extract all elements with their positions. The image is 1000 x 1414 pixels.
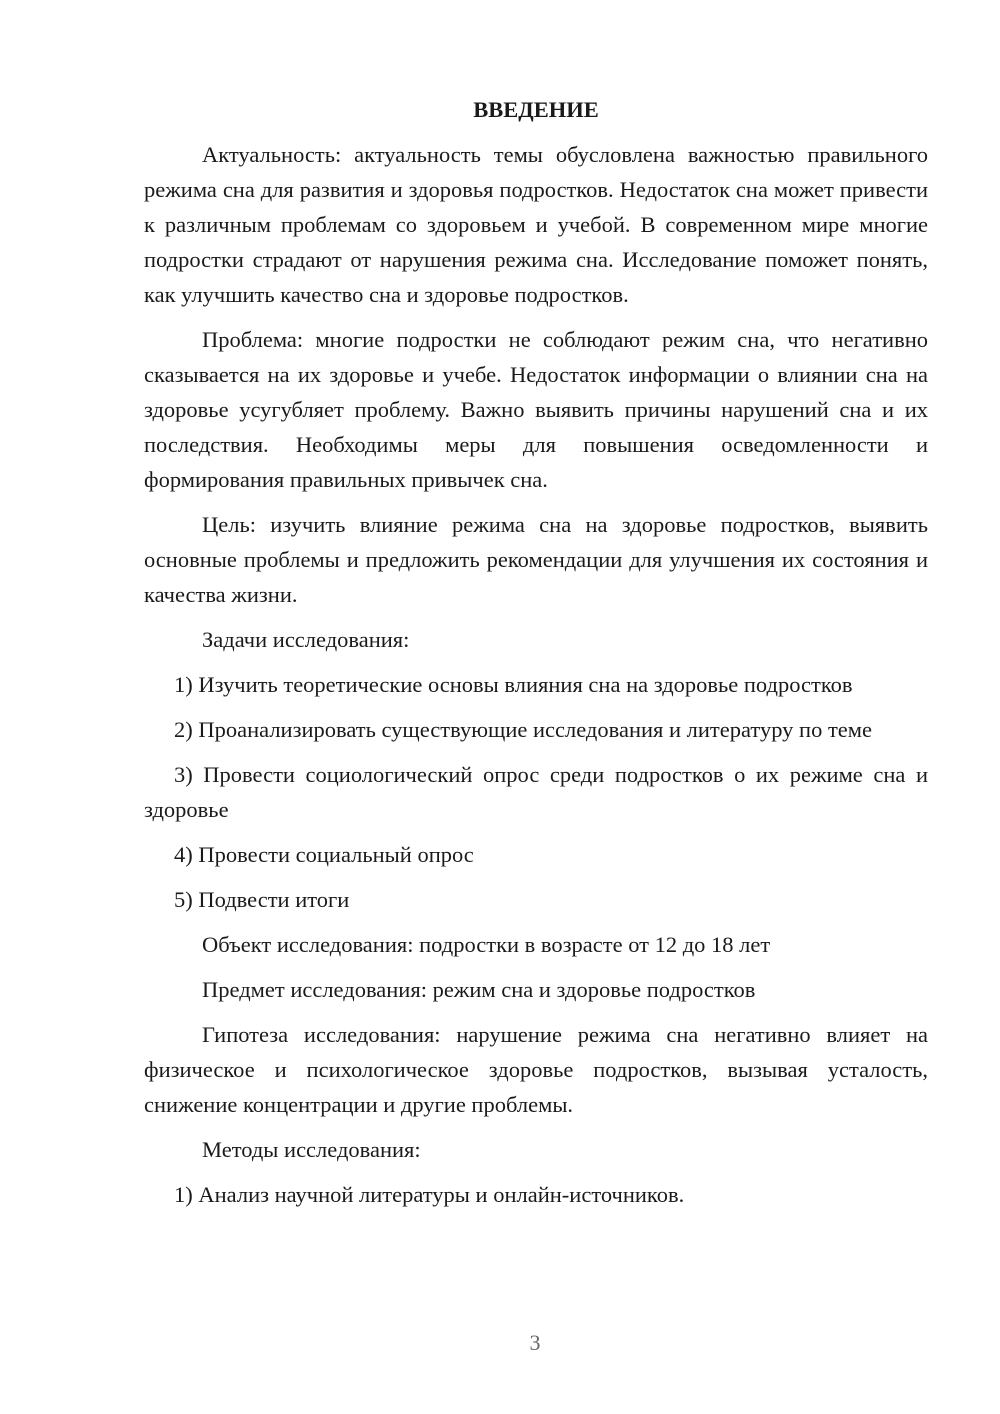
task-item-2: 2) Проанализировать существующие исследования и литературу по теме — [174, 717, 872, 742]
tasks-heading: Задачи исследования: — [202, 627, 410, 652]
problem-paragraph: Проблема: многие подростки не соблюдают режим сна, что негативно сказывается на их здоровье и учебе. Недостаток информации о влиянии сна на здоровье усугубляет проблему. Важно выявить причины нарушений сна и их последствия. Необходимы меры для повышения осведомленности и формирования правильных привычек сна. — [144, 327, 928, 492]
subject-line: Предмет исследования: режим сна и здоровье подростков — [202, 977, 756, 1002]
task-item-4: 4) Провести социальный опрос — [174, 842, 474, 867]
task-item-3: 3) Провести социологический опрос среди подростков о их режиме сна и здоровье — [144, 762, 928, 822]
page-number: 3 — [529, 1330, 541, 1355]
task-item-1: 1) Изучить теоретические основы влияния сна на здоровье подростков — [174, 672, 853, 697]
goal-paragraph: Цель: изучить влияние режима сна на здоровье подростков, выявить основные проблемы и предложить рекомендации для улучшения их состояния и качества жизни. — [144, 512, 928, 607]
task-item-5: 5) Подвести итоги — [174, 887, 350, 912]
document-body — [144, 92, 928, 1222]
hypothesis-paragraph: Гипотеза исследования: нарушение режима сна негативно влияет на физическое и психологическое здоровье подростков, вызывая усталость, снижение концентрации и другие проблемы. — [144, 1022, 928, 1117]
object-line: Объект исследования: подростки в возрасте от 12 до 18 лет — [202, 932, 771, 957]
relevance-paragraph: Актуальность: актуальность темы обусловлена важностью правильного режима сна для развития и здоровья подростков. Недостаток сна может привести к различным проблемам со здоровьем и учебой. В современном мире многие подростки страдают от нарушения режима сна. Исследование поможет понять, как улучшить качество сна и здоровье подростков. — [144, 142, 928, 307]
methods-heading: Методы исследования: — [202, 1137, 421, 1162]
method-item-1: 1) Анализ научной литературы и онлайн-источников. — [174, 1182, 685, 1207]
page-title: ВВЕДЕНИЕ — [473, 97, 599, 122]
